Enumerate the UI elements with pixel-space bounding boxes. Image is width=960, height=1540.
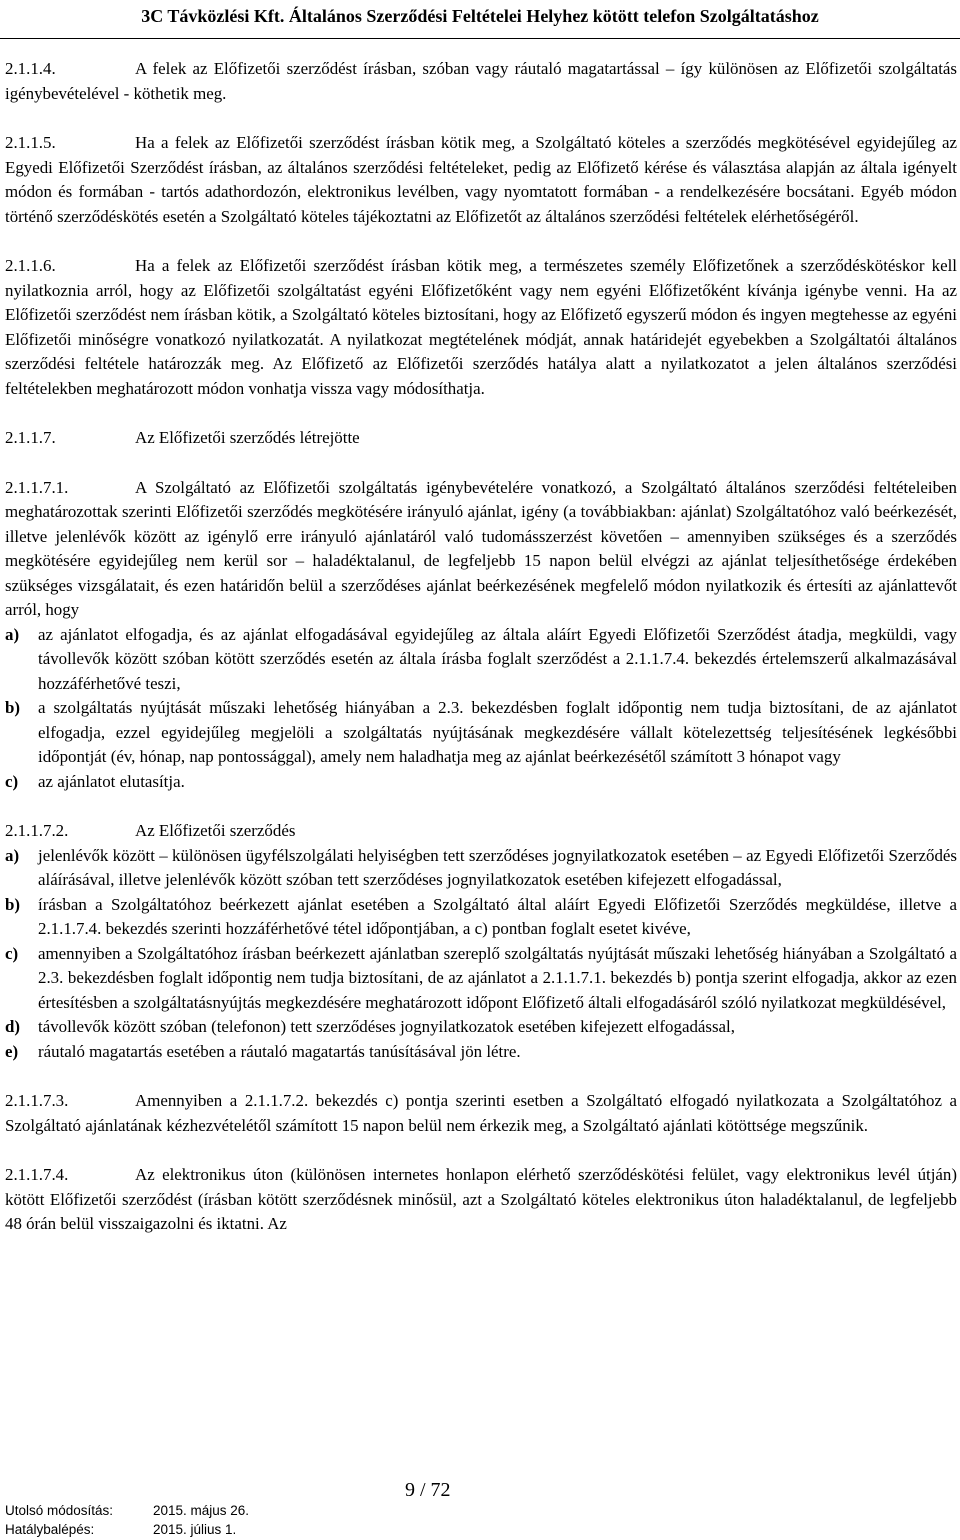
list-item	[5, 770, 957, 795]
effective-row	[5, 1520, 405, 1539]
section-number: 2.1.1.7.	[5, 428, 56, 447]
list-item-text: ráutaló magatartás esetében a ráutaló magatartás tanúsításával jön létre.	[38, 1041, 521, 1061]
section-2-1-1-7-2-list	[5, 844, 957, 1065]
section-text: Amennyiben a 2.1.1.7.2. bekezdés c) pontja szerinti esetben a Szolgáltató elfogadó nyilatkozata a Szolgáltatóhoz a Szolgáltató ajánlatának kézhezvételétől számított 15 napon belül nem érkezik meg, a Szolgáltató ajánlati kötöttsége megszűnik.	[5, 1091, 957, 1135]
section-2-1-1-7-3	[5, 1089, 957, 1138]
section-number: 2.1.1.4.	[5, 59, 56, 78]
header-title: 3C Távközlési Kft. Általános Szerződési Feltételei Helyhez kötött telefon Szolgáltatáshoz	[141, 6, 819, 26]
effective-value: 2015. július 1.	[153, 1522, 237, 1537]
section-number: 2.1.1.6.	[5, 256, 56, 275]
list-item-text: jelenlévők között – különösen ügyfélszolgálati helyiségben tett szerződéses jognyilatkozatok esetében – az Egyedi Előfizetői Szerződés aláírásával, illetve jelenlévők között szóban tett szerződéses jognyilatkozatok esetében kifejezett elfogadással,	[38, 845, 957, 889]
section-heading: Az Előfizetői szerződés létrejötte	[135, 428, 360, 447]
list-item-text: a szolgáltatás nyújtását műszaki lehetőség hiányában a 2.3. bekezdésben foglalt időpontig nem tudja biztosítani, de az ajánlatot elfogadja, ezzel egyidejűleg megjelöli a szolgáltatás nyújtásának megkezdésére vállalt kötelezettség teljesítésének legkésőbbi időpontját (év, hónap, nap pontossággal), amely nem haladhatja meg az ajánlat beérkezésétől számított 3 hónapot vagy	[38, 698, 957, 766]
section-text: Ha a felek az Előfizetői szerződést írásban kötik meg, a Szolgáltató köteles a szerződés megkötésével egyidejűleg az Egyedi Előfizetői Szerződést írásban, az általános szerződési feltételeket, pedig az Előfizető kérése és választása alapján az általa igényelt módon és formában - tartós adathordozón, elektronikus levélben, vagy nyomtatott formában - a rendelkezésére bocsátani. Egyéb módon történő szerződéskötés esetén a Szolgáltató köteles tájékoztatni az Előfizetőt az általános szerződési feltételek elérhetőségéről.	[5, 133, 957, 226]
modified-value: 2015. május 26.	[153, 1503, 250, 1518]
list-item-text: az ajánlatot elutasítja.	[38, 771, 185, 791]
list-marker: b)	[5, 894, 21, 914]
list-item	[5, 623, 957, 697]
list-marker: c)	[5, 943, 19, 963]
list-marker: e)	[5, 1041, 19, 1061]
section-number: 2.1.1.7.1.	[5, 477, 69, 497]
section-number: 2.1.1.7.2.	[5, 821, 69, 840]
list-marker: a)	[5, 624, 20, 644]
modified-label: Utolsó módosítás:	[5, 1503, 114, 1518]
section-2-1-1-5	[5, 131, 957, 229]
effective-label: Hatálybalépés:	[5, 1522, 95, 1537]
list-marker: d)	[5, 1017, 21, 1036]
list-item	[5, 942, 957, 1016]
list-marker: c)	[5, 771, 19, 791]
section-2-1-1-7-1-list	[5, 623, 957, 795]
section-number: 2.1.1.5.	[5, 133, 56, 152]
section-2-1-1-7-1	[5, 476, 957, 623]
page-number: 9 / 72	[405, 1479, 451, 1501]
list-item	[5, 844, 957, 893]
list-item	[5, 1015, 957, 1040]
section-number: 2.1.1.7.4.	[5, 1165, 69, 1184]
document-body	[5, 57, 957, 1237]
list-marker: a)	[5, 845, 20, 865]
list-marker: b)	[5, 698, 21, 717]
section-text: A felek az Előfizetői szerződést írásban, szóban vagy ráutaló magatartással – így különösen az Előfizetői szolgáltatás igénybevételével - köthetik meg.	[5, 59, 957, 103]
section-heading: Az Előfizetői szerződés	[135, 821, 296, 840]
list-item	[5, 696, 957, 770]
section-number: 2.1.1.7.3.	[5, 1091, 69, 1110]
list-item-text: írásban a Szolgáltatóhoz beérkezett ajánlat esetében a Szolgáltató által aláírt Egyedi Előfizetői Szerződés megküldése, illetve a 2.1.1.7.4. bekezdés szerinti hozzáférhetővé tétel időpontjában, a c) pontban foglalt esetet kivéve,	[38, 894, 957, 938]
section-2-1-1-6	[5, 254, 957, 401]
section-2-1-1-7-2	[5, 819, 957, 844]
section-2-1-1-7	[5, 426, 957, 451]
list-item	[5, 893, 957, 942]
modified-row	[5, 1501, 405, 1520]
footer-meta	[5, 1501, 405, 1539]
list-item-text: az ajánlatot elfogadja, és az ajánlat elfogadásával egyidejűleg az általa aláírt Egyedi Előfizetői Szerződést átadja, megküldi, vagy távollevők között szóban kötött szerződés esetén az általa írásba foglalt szerződést a 2.1.1.7.4. bekezdés értelemszerű alkalmazásával hozzáférhetővé teszi,	[38, 624, 957, 693]
section-text: Ha a felek az Előfizetői szerződést írásban kötik meg, a természetes személy Előfizetőnek a szerződéskötéskor kell nyilatkoznia arról, hogy az Előfizetői szolgáltatást egyéni Előfizetőként vagy nem egyéni Előfizetőként kívánja igénybe venni. Ha az Előfizetői szerződést nem írásban kötik, a Szolgáltató köteles biztosítani, hogy az Előfizető egyszerű módon és ingyen megtehesse az egyéni Előfizetői minőségre vonatkozó nyilatkozatát. A nyilatkozat megtételének módját, annak határidejét egyebekben a Szolgáltatói általános szerződési feltétele határozzák meg. Az Előfizető az Előfizetői szerződés hatálya alatt a nyilatkozatot a jelen általános szerződési feltételekben meghatározott módon vonhatja vissza vagy módosíthatja.	[5, 256, 957, 398]
list-item	[5, 1040, 957, 1065]
list-item-text: amennyiben a Szolgáltatóhoz írásban beérkezett ajánlatban szereplő szolgáltatás nyújtását műszaki lehetőség hiányában a Szolgáltató a 2.3. bekezdésben foglalt időpontig nem tudja biztosítani, de az ajánlatot a 2.1.1.7.1. bekezdés b) pontja szerint elfogadja, akkor az ezen értesítésben a szolgáltatásnyújtás megkezdésére meghatározott időpont Előfizető általi elfogadásáról szóló nyilatkozat megküldésével,	[38, 943, 957, 1012]
section-2-1-1-7-4	[5, 1163, 957, 1237]
section-text: A Szolgáltató az Előfizetői szolgáltatás igénybevételére vonatkozó, a Szolgáltató általános szerződési feltételeiben meghatározottak szerinti Előfizetői szerződés megkötésére irányuló ajánlat, igény (a továbbiakban: ajánlat) Szolgáltatóhoz való beérkezését, illetve jelenlévők között az igénylő erre irányuló ajánlatáról való tudomásszerzést követően – amennyiben szükséges és a szerződés megkötésére egyidejűleg nem kerül sor – haladéktalanul, de legfeljebb 15 napon belül elvégzi az ajánlat teljesíthetősége érdekében szükséges vizsgálatait, és ezen határidőn belül a szerződéses ajánlat beérkezésének megfelelő módon nyilatkozik és értesíti az ajánlattevőt arról, hogy	[5, 477, 957, 619]
list-item-text: távollevők között szóban (telefonon) tett szerződéses jognyilatkozatok esetében kifejezett elfogadással,	[38, 1017, 735, 1036]
section-text: Az elektronikus úton (különösen internetes honlapon elérhető szerződéskötési felület, vagy elektronikus levél útján) kötött Előfizetői szerződést (írásban kötött szerződésnek minősül, azt a Szolgáltató köteles elektronikus úton haladéktalanul, de legfeljebb 48 órán belül visszaigazolni és iktatni. Az	[5, 1165, 957, 1233]
page-header	[0, 0, 960, 39]
section-2-1-1-4	[5, 57, 957, 106]
